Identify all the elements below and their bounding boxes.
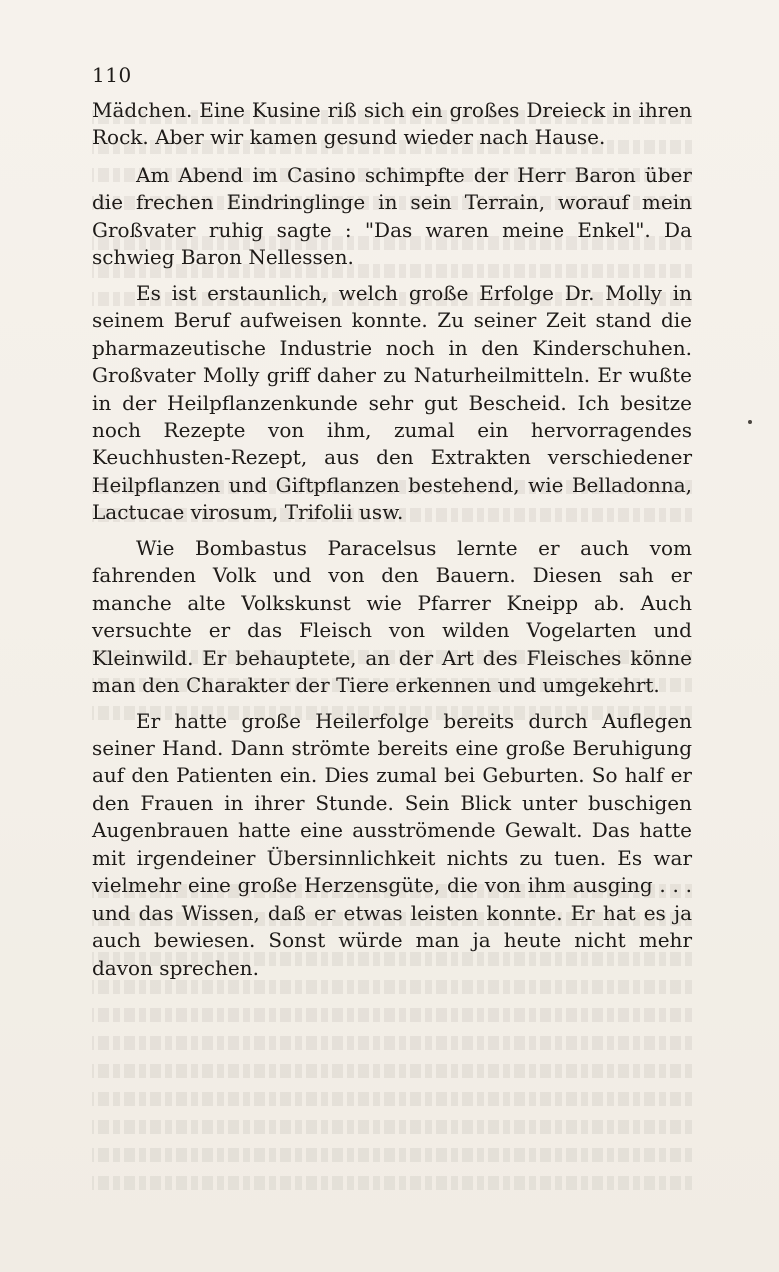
paragraph: Er hatte große Heilerfolge bereits durch Auflegen seiner Hand. Dann strömte bereits eine große Beruhigung auf den Patienten ein. Dies zumal bei Geburten. So half er den Frauen in ihrer Stunde. Sein Blick unter buschigen Augenbrauen hatte eine ausströmende Gewalt. Das hatte mit irgendeiner Übersinnlichkeit nichts zu tuen. Es war vielmehr eine große Herzensgüte, die von ihm ausging . . . und das Wissen, daß er etwas leisten konnte. Er hat es ja auch bewiesen. Sonst würde man ja heute nicht mehr davon sprechen. xyxy=(92,708,692,980)
body-text xyxy=(92,97,692,990)
page-number: 110 xyxy=(92,63,132,87)
paragraph: Mädchen. Eine Kusine riß sich ein großes Dreieck in ihren Rock. Aber wir kamen gesund wieder nach Hause. xyxy=(92,98,692,150)
paragraph: Wie Bombastus Paracelsus lernte er auch vom fahrenden Volk und von den Bauern. Diesen sah er manche alte Volkskunst wie Pfarrer Kneipp ab. Auch versuchte er das Fleisch von wilden Vogelarten und Kleinwild. Er behauptete, an der Art des Fleisches könne man den Charakter der Tiere erkennen und umgekehrt. xyxy=(92,535,692,698)
paragraph: Es ist erstaunlich, welch große Erfolge Dr. Molly in seinem Beruf aufweisen konnte. Zu seiner Zeit stand die pharmazeutische Industrie noch in den Kinderschuhen. Großvater Molly griff daher zu Naturheilmitteln. Er wußte in der Heilpflanzenkunde sehr gut Bescheid. Ich besitze noch Rezepte von ihm, zumal ein hervorragendes Keuchhusten-Rezept, aus den Extrakten verschiedener Heilpflanzen und Giftpflanzen bestehend, wie Belladonna, Lactucae virosum, Trifolii usw. xyxy=(92,280,692,525)
paragraph: Am Abend im Casino schimpfte der Herr Baron über die frechen Eindringlinge in sein Terrain, worauf mein Großvater ruhig sagte : "Das waren meine Enkel". Da schwieg Baron Nellessen. xyxy=(92,162,692,270)
margin-mark xyxy=(748,420,752,424)
